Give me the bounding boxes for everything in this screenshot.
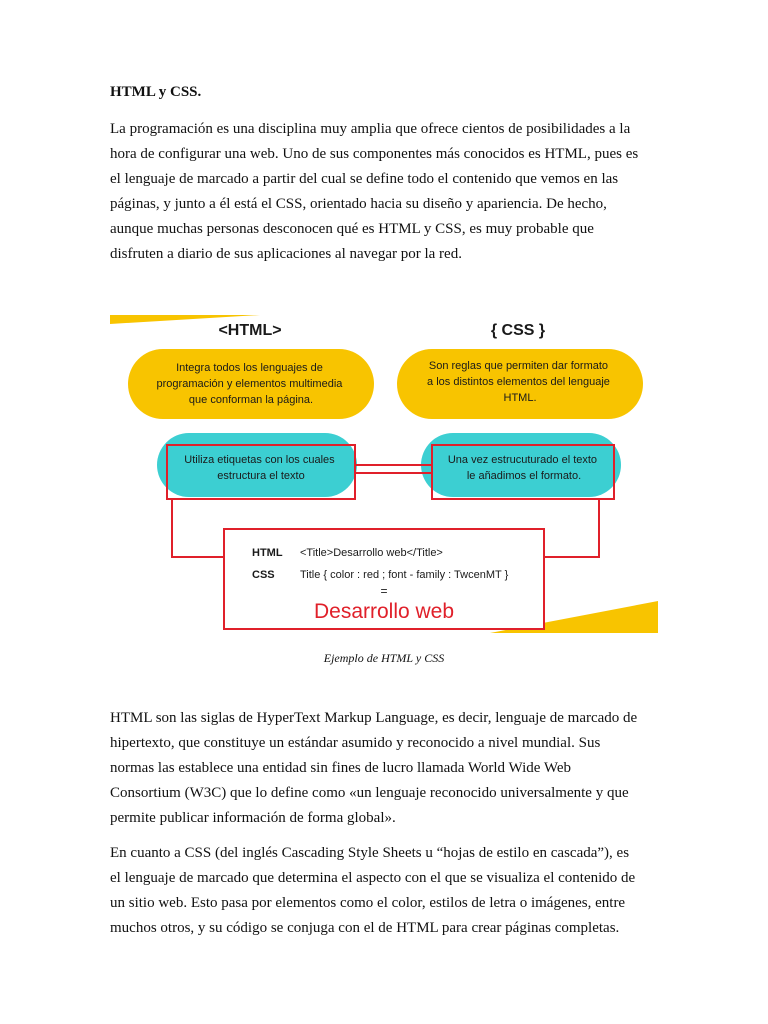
html-description-line: que conforman la página. bbox=[188, 394, 314, 406]
css-note-line: le añadimos el formato. bbox=[466, 470, 582, 482]
connector-left bbox=[172, 499, 224, 557]
intro-paragraph bbox=[110, 117, 670, 267]
code-css-label: CSS bbox=[252, 569, 275, 581]
html-description-line: programación y elementos multimedia bbox=[156, 378, 343, 390]
text-line: normas las establece una entidad sin fines de lucro llamada World Wide Web bbox=[110, 760, 572, 776]
connector-right bbox=[544, 499, 599, 557]
html-title: <HTML> bbox=[218, 322, 282, 339]
text-line: Consortium (W3C) que lo define como «un lenguaje reconocido universalmente y que bbox=[110, 785, 629, 801]
text-line: En cuanto a CSS (del inglés Cascading Style Sheets u “hojas de estilo en cascada”), es bbox=[110, 845, 630, 861]
html-note-line: Utiliza etiquetas con los cuales bbox=[184, 454, 335, 466]
code-html-label: HTML bbox=[252, 547, 283, 559]
css-description-line: Son reglas que permiten dar formato bbox=[428, 360, 609, 372]
text-line: La programación es una disciplina muy amplia que ofrece cientos de posibilidades a la bbox=[110, 121, 631, 137]
text-line: hora de configurar una web. Uno de sus componentes más conocidos es HTML, pues es bbox=[110, 146, 639, 162]
css-paragraph bbox=[110, 841, 670, 941]
css-description-line: HTML. bbox=[503, 392, 537, 404]
text-line: hipertexto, que constituye un estándar asumido y reconocido a nivel mundial. Sus bbox=[110, 735, 601, 751]
css-note-line: Una vez estrucuturado el texto bbox=[447, 454, 598, 466]
text-line: el lenguaje de marcado que determina el aspecto con el que se visualiza el contenido de bbox=[110, 870, 636, 886]
text-line: HTML son las siglas de HyperText Markup Language, es decir, lenguaje de marcado de bbox=[110, 710, 638, 726]
html-paragraph bbox=[110, 706, 670, 831]
css-description-line: a los distintos elementos del lenguaje bbox=[427, 376, 610, 388]
html-note-line: estructura el texto bbox=[217, 470, 305, 482]
text-line: muchos otros, y su código se conjuga con el de HTML para crear páginas completas. bbox=[110, 920, 620, 936]
code-css-value: Title { color : red ; font - family : TwcenMT } bbox=[300, 569, 509, 581]
text-line: permite publicar información de forma global». bbox=[110, 810, 396, 826]
section-heading: HTML y CSS. bbox=[110, 84, 202, 100]
text-line: disfruten a diario de sus aplicaciones al navegar por la red. bbox=[110, 246, 462, 262]
text-line: el lenguaje de marcado a partir del cual se define todo el contenido que vemos en las bbox=[110, 171, 619, 187]
figure-caption: Ejemplo de HTML y CSS bbox=[323, 651, 445, 665]
text-line: un sitio web. Esto pasa por elementos como el color, estilos de letra o imágenes, entre bbox=[110, 895, 626, 911]
equals-sign: = bbox=[380, 584, 388, 598]
result-text: Desarrollo web bbox=[313, 600, 455, 623]
html-description-line: Integra todos los lenguajes de bbox=[176, 362, 323, 374]
text-line: aunque muchas personas desconocen qué es HTML y CSS, es muy probable que bbox=[110, 221, 594, 237]
html-css-diagram bbox=[110, 313, 658, 635]
text-line: páginas, y junto a él está el CSS, orientado hacia su diseño y apariencia. De hecho, bbox=[110, 196, 607, 212]
code-html-value: <Title>Desarrollo web</Title> bbox=[300, 547, 443, 559]
css-title: { CSS } bbox=[490, 322, 546, 339]
